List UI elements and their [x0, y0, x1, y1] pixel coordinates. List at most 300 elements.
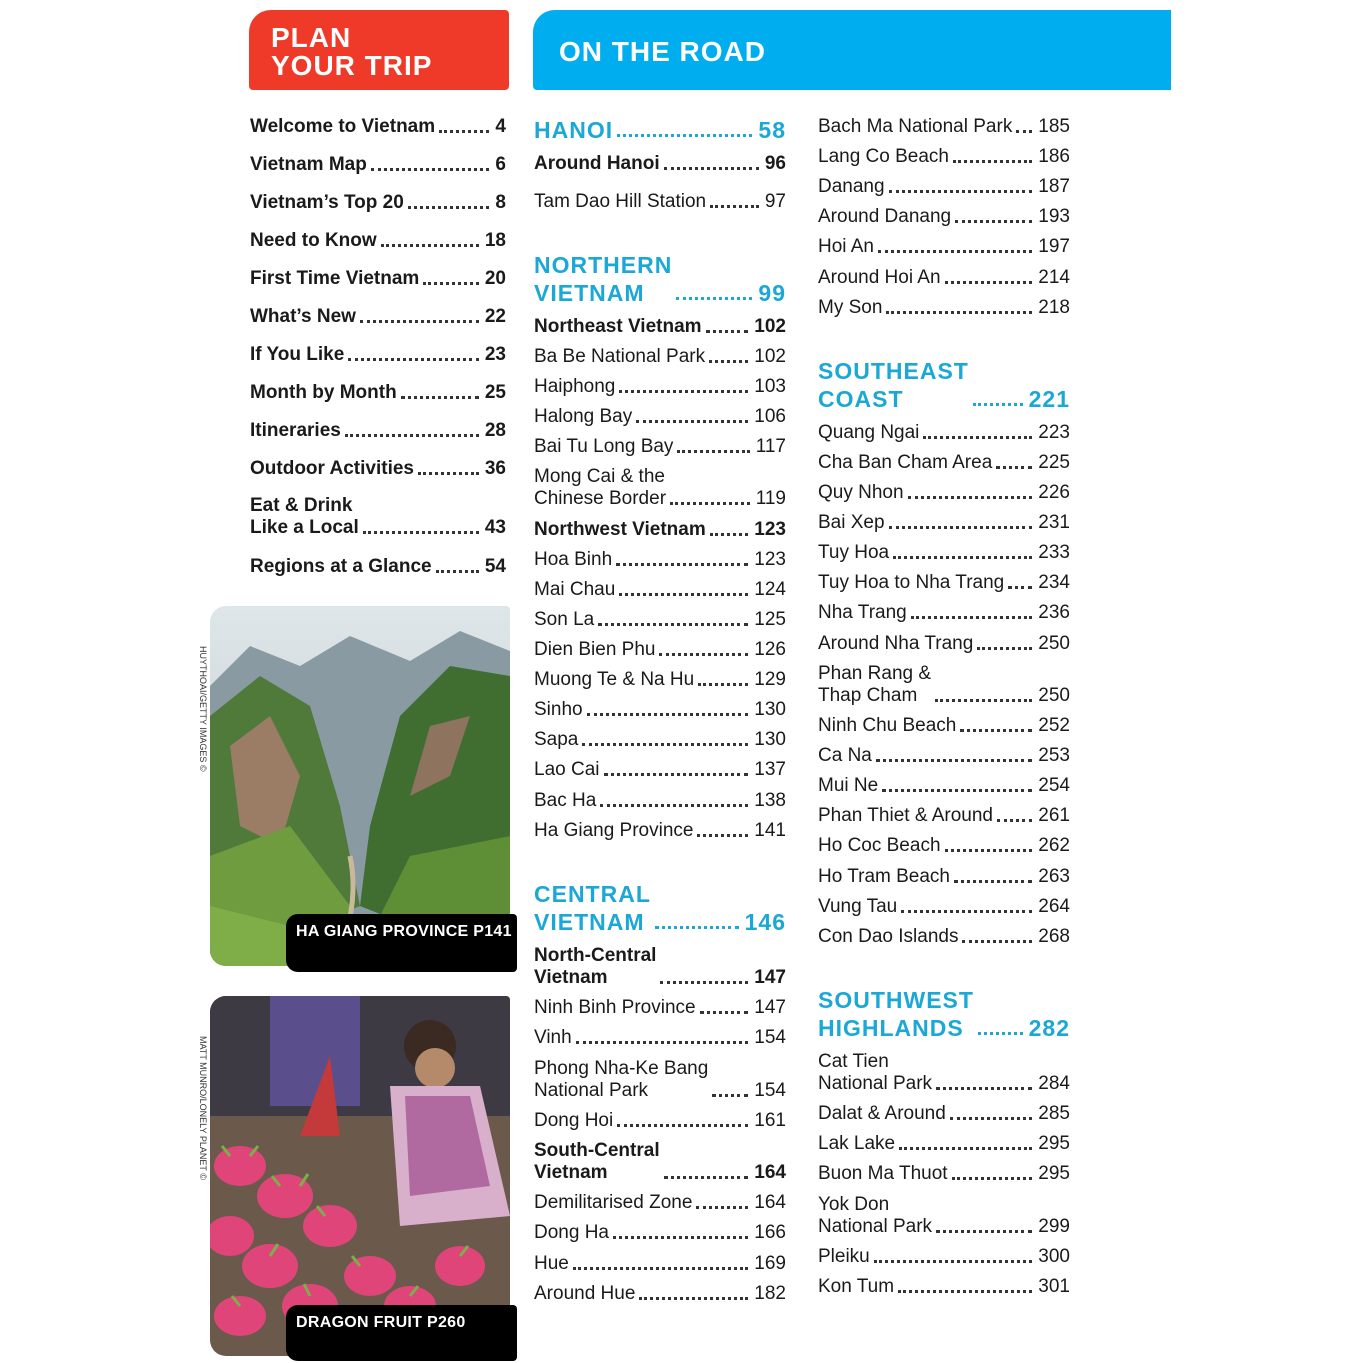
toc-entry[interactable] — [534, 436, 786, 458]
toc-entry-page: 99 — [758, 280, 786, 306]
toc-entry-label: Around Danang — [818, 206, 952, 227]
dot-leader — [348, 358, 479, 361]
toc-entry[interactable] — [818, 602, 1070, 624]
toc-entry-label: SOUTHWEST HIGHLANDS — [818, 987, 974, 1041]
toc-entry[interactable] — [818, 452, 1070, 474]
dot-leader — [363, 531, 479, 534]
toc-entry-label: Pleiku — [818, 1246, 870, 1267]
toc-entry-label: Bai Tu Long Bay — [534, 436, 674, 457]
toc-entry-label: Vietnam Map — [250, 154, 367, 175]
dot-leader — [617, 134, 752, 137]
road-list-col-3 — [818, 0, 1070, 1363]
mountain-valley-image — [210, 606, 510, 966]
toc-entry-label: Vung Tau — [818, 896, 898, 917]
toc-entry-label: My Son — [818, 297, 883, 318]
toc-entry-label: Quang Ngai — [818, 422, 920, 443]
toc-entry-page: 103 — [754, 376, 786, 397]
toc-entry-page: 253 — [1038, 745, 1070, 766]
dot-leader — [439, 130, 489, 133]
toc-entry[interactable] — [534, 549, 786, 571]
toc-entry-page: 284 — [1038, 1073, 1070, 1094]
toc-entry[interactable] — [534, 1058, 786, 1102]
toc-entry-label: Mong Cai & the Chinese Border — [534, 466, 667, 509]
section-heading[interactable] — [534, 880, 786, 936]
toc-entry-label: Phan Thiet & Around — [818, 805, 993, 826]
toc-entry-label: Mui Ne — [818, 775, 879, 796]
toc-entry-page: 187 — [1038, 176, 1070, 197]
toc-entry-label: Northeast Vietnam — [534, 316, 702, 337]
section-heading[interactable] — [818, 357, 1070, 413]
toc-entry-page: 106 — [754, 406, 786, 427]
toc-entry-label: Lao Cai — [534, 759, 600, 780]
toc-entry-page: 236 — [1038, 602, 1070, 623]
toc-entry-page: 97 — [764, 191, 786, 212]
toc-entry[interactable] — [818, 1194, 1070, 1238]
dot-leader — [418, 472, 479, 475]
dot-leader — [700, 1011, 749, 1014]
toc-entry-label: Around Hue — [534, 1283, 636, 1304]
dot-leader — [950, 1117, 1032, 1120]
toc-entry-label: South-Central Vietnam — [534, 1140, 660, 1183]
toc-entry[interactable] — [818, 835, 1070, 857]
plan-header-line1: PLAN — [271, 22, 352, 53]
toc-entry[interactable] — [250, 420, 506, 442]
toc-entry-label: Around Hoi An — [818, 267, 941, 288]
toc-entry-page: 295 — [1038, 1163, 1070, 1184]
dot-leader — [664, 167, 759, 170]
toc-entry-label: Welcome to Vietnam — [250, 116, 436, 137]
toc-entry-label: Ca Na — [818, 745, 872, 766]
toc-entry-label: Cat Tien National Park — [818, 1051, 933, 1094]
toc-entry-page: 137 — [754, 759, 786, 780]
toc-entry-label: Hoi An — [818, 236, 874, 257]
toc-entry-label: Ninh Binh Province — [534, 997, 696, 1018]
toc-entry-page: 43 — [484, 517, 506, 538]
toc-entry-label: Tuy Hoa — [818, 542, 890, 563]
dot-leader — [697, 834, 748, 837]
photo-caption-ha-giang: HA GIANG PROVINCE P141 — [286, 914, 517, 972]
toc-entry[interactable] — [534, 820, 786, 842]
dot-leader — [908, 496, 1033, 499]
toc-entry-label: Month by Month — [250, 382, 397, 403]
dot-leader — [977, 647, 1032, 650]
toc-entry-page: 225 — [1038, 452, 1070, 473]
toc-entry[interactable] — [818, 236, 1070, 258]
dot-leader — [371, 168, 490, 171]
dot-leader — [655, 926, 739, 929]
toc-entry-page: 301 — [1038, 1276, 1070, 1297]
toc-entry-page: 254 — [1038, 775, 1070, 796]
toc-entry-page: 138 — [754, 790, 786, 811]
toc-entry-label: Tuy Hoa to Nha Trang — [818, 572, 1005, 593]
toc-entry-page: 25 — [484, 382, 506, 403]
photo-credit-dragon-fruit: MATT MUNRO/LONELY PLANET © — [198, 1036, 208, 1180]
toc-entry-page: 186 — [1038, 146, 1070, 167]
dot-leader — [996, 466, 1032, 469]
toc-entry[interactable] — [818, 896, 1070, 918]
toc-entry[interactable] — [534, 759, 786, 781]
dot-leader — [898, 1290, 1032, 1293]
dot-leader — [613, 1236, 748, 1239]
toc-entry[interactable] — [818, 633, 1070, 655]
toc-entry[interactable] — [534, 1222, 786, 1244]
toc-entry-page: 130 — [754, 729, 786, 750]
toc-entry-label: Quy Nhon — [818, 482, 904, 503]
dot-leader — [936, 1087, 1032, 1090]
toc-entry[interactable] — [818, 1103, 1070, 1125]
toc-entry[interactable] — [534, 997, 786, 1019]
toc-entry-label: Kon Tum — [818, 1276, 895, 1297]
toc-entry[interactable] — [818, 1163, 1070, 1185]
toc-entry[interactable] — [534, 376, 786, 398]
dot-leader — [901, 910, 1032, 913]
toc-entry-page: 268 — [1038, 926, 1070, 947]
toc-entry-label: Dong Ha — [534, 1222, 609, 1243]
toc-entry-label: Ha Giang Province — [534, 820, 694, 841]
dot-leader — [960, 729, 1032, 732]
toc-entry-label: Ba Be National Park — [534, 346, 706, 367]
toc-entry-page: 54 — [484, 556, 506, 577]
toc-entry-label: Vietnam’s Top 20 — [250, 192, 404, 213]
toc-entry[interactable] — [534, 466, 786, 510]
toc-entry-page: 252 — [1038, 715, 1070, 736]
toc-entry-label: Halong Bay — [534, 406, 633, 427]
dot-leader — [911, 616, 1033, 619]
toc-entry-page: 299 — [1038, 1216, 1070, 1237]
toc-entry-page: 264 — [1038, 896, 1070, 917]
toc-entry[interactable] — [534, 406, 786, 428]
toc-entry-label: Phan Rang & Thap Cham — [818, 663, 932, 706]
toc-entry-page: 18 — [484, 230, 506, 251]
toc-entry[interactable] — [250, 495, 506, 539]
section-heading[interactable] — [818, 986, 1070, 1042]
toc-entry-page: 123 — [754, 549, 786, 570]
dot-leader — [710, 205, 759, 208]
toc-entry-page: 282 — [1028, 1015, 1070, 1041]
toc-entry-label: Con Dao Islands — [818, 926, 959, 947]
dot-leader — [600, 804, 748, 807]
toc-entry-label: Ninh Chu Beach — [818, 715, 957, 736]
toc-entry[interactable] — [250, 382, 506, 404]
toc-entry-label: Dien Bien Phu — [534, 639, 656, 660]
toc-entry-label: Mai Chau — [534, 579, 616, 600]
toc-entry-page: 96 — [764, 153, 786, 174]
toc-entry-label: Nha Trang — [818, 602, 907, 623]
dot-leader — [923, 436, 1032, 439]
toc-entry[interactable] — [818, 297, 1070, 319]
toc-entry[interactable] — [250, 116, 506, 138]
toc-entry[interactable] — [250, 154, 506, 176]
toc-entry-label: Yok Don National Park — [818, 1194, 933, 1237]
dot-leader — [598, 623, 748, 626]
toc-entry-page: 231 — [1038, 512, 1070, 533]
dot-leader — [893, 556, 1032, 559]
dot-leader — [978, 1032, 1023, 1035]
dot-leader — [582, 743, 748, 746]
toc-entry-page: 22 — [484, 306, 506, 327]
toc-entry[interactable] — [534, 609, 786, 631]
toc-entry-label: Sinho — [534, 699, 583, 720]
toc-entry-label: Danang — [818, 176, 885, 197]
dot-leader — [955, 220, 1032, 223]
dot-leader — [952, 1177, 1033, 1180]
dot-leader — [677, 450, 749, 453]
toc-entry-page: 250 — [1038, 685, 1070, 706]
dot-leader — [886, 311, 1032, 314]
toc-entry-page: 161 — [754, 1110, 786, 1131]
toc-entry[interactable] — [818, 422, 1070, 444]
dot-leader — [401, 396, 479, 399]
dot-leader — [639, 1297, 748, 1300]
toc-entry[interactable] — [534, 519, 786, 541]
toc-entry-page: 233 — [1038, 542, 1070, 563]
dot-leader — [935, 699, 1032, 702]
toc-entry-label: Vinh — [534, 1027, 572, 1048]
toc-entry-label: Northwest Vietnam — [534, 519, 706, 540]
toc-entry[interactable] — [250, 192, 506, 214]
toc-entry[interactable] — [534, 316, 786, 338]
on-the-road-header: ON THE ROAD — [533, 10, 1171, 90]
toc-entry-label: Bai Xep — [818, 512, 885, 533]
toc-entry-label: SOUTHEAST COAST — [818, 358, 969, 412]
toc-entry[interactable] — [818, 512, 1070, 534]
toc-entry[interactable] — [818, 926, 1070, 948]
toc-entry[interactable] — [818, 482, 1070, 504]
toc-entry[interactable] — [818, 572, 1070, 594]
toc-entry-label: Regions at a Glance — [250, 556, 432, 577]
toc-entry-page: 285 — [1038, 1103, 1070, 1124]
toc-entry[interactable] — [818, 745, 1070, 767]
photo-dragon-fruit — [210, 996, 510, 1356]
toc-entry-page: 129 — [754, 669, 786, 690]
toc-entry-page: 164 — [754, 1162, 786, 1183]
toc-entry[interactable] — [818, 866, 1070, 888]
toc-entry-page: 182 — [754, 1283, 786, 1304]
toc-entry-label: Phong Nha-Ke Bang National Park — [534, 1058, 709, 1101]
dot-leader — [619, 390, 748, 393]
toc-entry-page: 262 — [1038, 835, 1070, 856]
toc-entry[interactable] — [818, 542, 1070, 564]
dot-leader — [573, 1267, 748, 1270]
dot-leader — [659, 653, 748, 656]
toc-entry[interactable] — [250, 458, 506, 480]
toc-entry-page: 185 — [1038, 116, 1070, 137]
dot-leader — [889, 190, 1033, 193]
toc-entry-page: 23 — [484, 344, 506, 365]
toc-entry-label: Muong Te & Na Hu — [534, 669, 695, 690]
dot-leader — [408, 206, 490, 209]
toc-entry-page: 20 — [484, 268, 506, 289]
dot-leader — [604, 773, 749, 776]
toc-entry-label: Cha Ban Cham Area — [818, 452, 993, 473]
toc-entry-page: 221 — [1028, 386, 1070, 412]
toc-entry-page: 197 — [1038, 236, 1070, 257]
toc-entry-label: Outdoor Activities — [250, 458, 414, 479]
dot-leader — [889, 526, 1033, 529]
toc-entry-page: 28 — [484, 420, 506, 441]
section-heading[interactable] — [534, 251, 786, 307]
toc-entry-label: North-Central Vietnam — [534, 945, 657, 988]
toc-entry-page: 250 — [1038, 633, 1070, 654]
toc-entry-page: 119 — [755, 488, 786, 509]
toc-entry[interactable] — [250, 306, 506, 328]
dot-leader — [710, 533, 749, 536]
dragon-fruit-market-image — [210, 996, 510, 1356]
toc-entry[interactable] — [534, 153, 786, 175]
dot-leader — [973, 403, 1023, 406]
toc-entry[interactable] — [534, 1140, 786, 1184]
road-list-col-2 — [534, 0, 786, 1363]
toc-entry-label: Hoa Binh — [534, 549, 613, 570]
toc-entry-label: Hue — [534, 1253, 569, 1274]
toc-entry[interactable] — [818, 1051, 1070, 1095]
dot-leader — [874, 1260, 1033, 1263]
toc-entry[interactable] — [818, 805, 1070, 827]
toc-entry[interactable] — [534, 699, 786, 721]
toc-entry[interactable] — [818, 1276, 1070, 1298]
toc-entry-label: Bach Ma National Park — [818, 116, 1013, 137]
toc-entry-label: Around Hanoi — [534, 153, 660, 174]
dot-leader — [997, 819, 1032, 822]
dot-leader — [360, 320, 479, 323]
dot-leader — [345, 434, 479, 437]
toc-entry-page: 4 — [495, 116, 506, 137]
toc-entry-label: Demilitarised Zone — [534, 1192, 693, 1213]
dot-leader — [953, 160, 1032, 163]
toc-entry-label: Itineraries — [250, 420, 341, 441]
toc-entry-label: Need to Know — [250, 230, 377, 251]
toc-entry[interactable] — [818, 1133, 1070, 1155]
toc-entry-page: 226 — [1038, 482, 1070, 503]
toc-entry-label: Haiphong — [534, 376, 616, 397]
toc-entry[interactable] — [250, 556, 506, 578]
toc-entry[interactable] — [534, 1110, 786, 1132]
dot-leader — [954, 880, 1032, 883]
toc-entry[interactable] — [818, 715, 1070, 737]
section-heading[interactable] — [534, 116, 786, 144]
dot-leader — [1016, 130, 1032, 133]
dot-leader — [712, 1094, 748, 1097]
toc-entry-label: Lak Lake — [818, 1133, 896, 1154]
dot-leader — [696, 1206, 748, 1209]
dot-leader — [636, 420, 748, 423]
toc-entry-page: 223 — [1038, 422, 1070, 443]
toc-entry-page: 102 — [754, 316, 786, 337]
toc-entry-page: 117 — [755, 436, 786, 457]
photo-credit-ha-giang: HUYTHOAI/GETTY IMAGES © — [198, 646, 208, 772]
toc-entry-page: 124 — [754, 579, 786, 600]
toc-entry-label: Eat & Drink Like a Local — [250, 495, 359, 538]
dot-leader — [698, 683, 748, 686]
toc-entry-page: 218 — [1038, 297, 1070, 318]
toc-entry-label: Tam Dao Hill Station — [534, 191, 707, 212]
toc-entry-page: 214 — [1038, 267, 1070, 288]
toc-entry-label: CENTRAL VIETNAM — [534, 881, 651, 935]
dot-leader — [945, 281, 1033, 284]
dot-leader — [617, 1124, 748, 1127]
toc-entry[interactable] — [534, 1283, 786, 1305]
toc-entry[interactable] — [818, 663, 1070, 707]
dot-leader — [664, 1176, 749, 1179]
toc-entry-page: 147 — [754, 967, 786, 988]
toc-entry-label: NORTHERN VIETNAM — [534, 252, 673, 306]
dot-leader — [676, 297, 752, 300]
dot-leader — [423, 282, 479, 285]
toc-entry[interactable] — [818, 267, 1070, 289]
toc-entry[interactable] — [250, 268, 506, 290]
toc-entry-label: Ho Coc Beach — [818, 835, 941, 856]
toc-entry-label: Around Nha Trang — [818, 633, 974, 654]
toc-entry[interactable] — [534, 790, 786, 812]
toc-entry-page: 154 — [754, 1080, 786, 1101]
dot-leader — [660, 981, 748, 984]
toc-entry-label: Buon Ma Thuot — [818, 1163, 948, 1184]
toc-entry[interactable] — [534, 191, 786, 213]
toc-entry-page: 147 — [754, 997, 786, 1018]
toc-entry-page: 300 — [1038, 1246, 1070, 1267]
toc-entry-page: 130 — [754, 699, 786, 720]
toc-entry-label: Sapa — [534, 729, 579, 750]
toc-entry[interactable] — [534, 729, 786, 751]
toc-entry-label: Lang Co Beach — [818, 146, 949, 167]
dot-leader — [709, 360, 748, 363]
dot-leader — [616, 563, 748, 566]
toc-entry[interactable] — [534, 579, 786, 601]
dot-leader — [706, 330, 749, 333]
toc-entry[interactable] — [250, 230, 506, 252]
toc-entry-label: If You Like — [250, 344, 345, 365]
toc-entry[interactable] — [534, 1192, 786, 1214]
toc-entry[interactable] — [534, 639, 786, 661]
toc-entry-page: 234 — [1038, 572, 1070, 593]
dot-leader — [878, 250, 1032, 253]
toc-entry-page: 193 — [1038, 206, 1070, 227]
dot-leader — [619, 593, 748, 596]
toc-entry[interactable] — [534, 1027, 786, 1049]
toc-entry-label: Son La — [534, 609, 595, 630]
toc-entry[interactable] — [534, 346, 786, 368]
toc-entry[interactable] — [818, 146, 1070, 168]
toc-entry-label: First Time Vietnam — [250, 268, 420, 289]
toc-entry[interactable] — [534, 1253, 786, 1275]
toc-entry[interactable] — [534, 945, 786, 989]
toc-entry[interactable] — [818, 206, 1070, 228]
dot-leader — [962, 940, 1032, 943]
toc-entry-page: 141 — [754, 820, 786, 841]
toc-entry[interactable] — [818, 1246, 1070, 1268]
toc-entry[interactable] — [818, 116, 1070, 138]
dot-leader — [945, 849, 1033, 852]
toc-entry-page: 295 — [1038, 1133, 1070, 1154]
toc-entry[interactable] — [250, 344, 506, 366]
toc-entry[interactable] — [534, 669, 786, 691]
dot-leader — [936, 1230, 1032, 1233]
toc-entry-page: 58 — [758, 117, 786, 143]
toc-entry-page: 102 — [754, 346, 786, 367]
dot-leader — [436, 570, 479, 573]
toc-entry-page: 6 — [495, 154, 506, 175]
toc-entry-page: 164 — [754, 1192, 786, 1213]
toc-entry-page: 154 — [754, 1027, 786, 1048]
toc-entry-label: What’s New — [250, 306, 356, 327]
toc-entry-label: Bac Ha — [534, 790, 597, 811]
photo-ha-giang — [210, 606, 510, 966]
plan-trip-list — [250, 0, 506, 600]
toc-entry[interactable] — [818, 176, 1070, 198]
toc-entry-page: 125 — [754, 609, 786, 630]
toc-entry[interactable] — [818, 775, 1070, 797]
toc-entry-page: 263 — [1038, 866, 1070, 887]
